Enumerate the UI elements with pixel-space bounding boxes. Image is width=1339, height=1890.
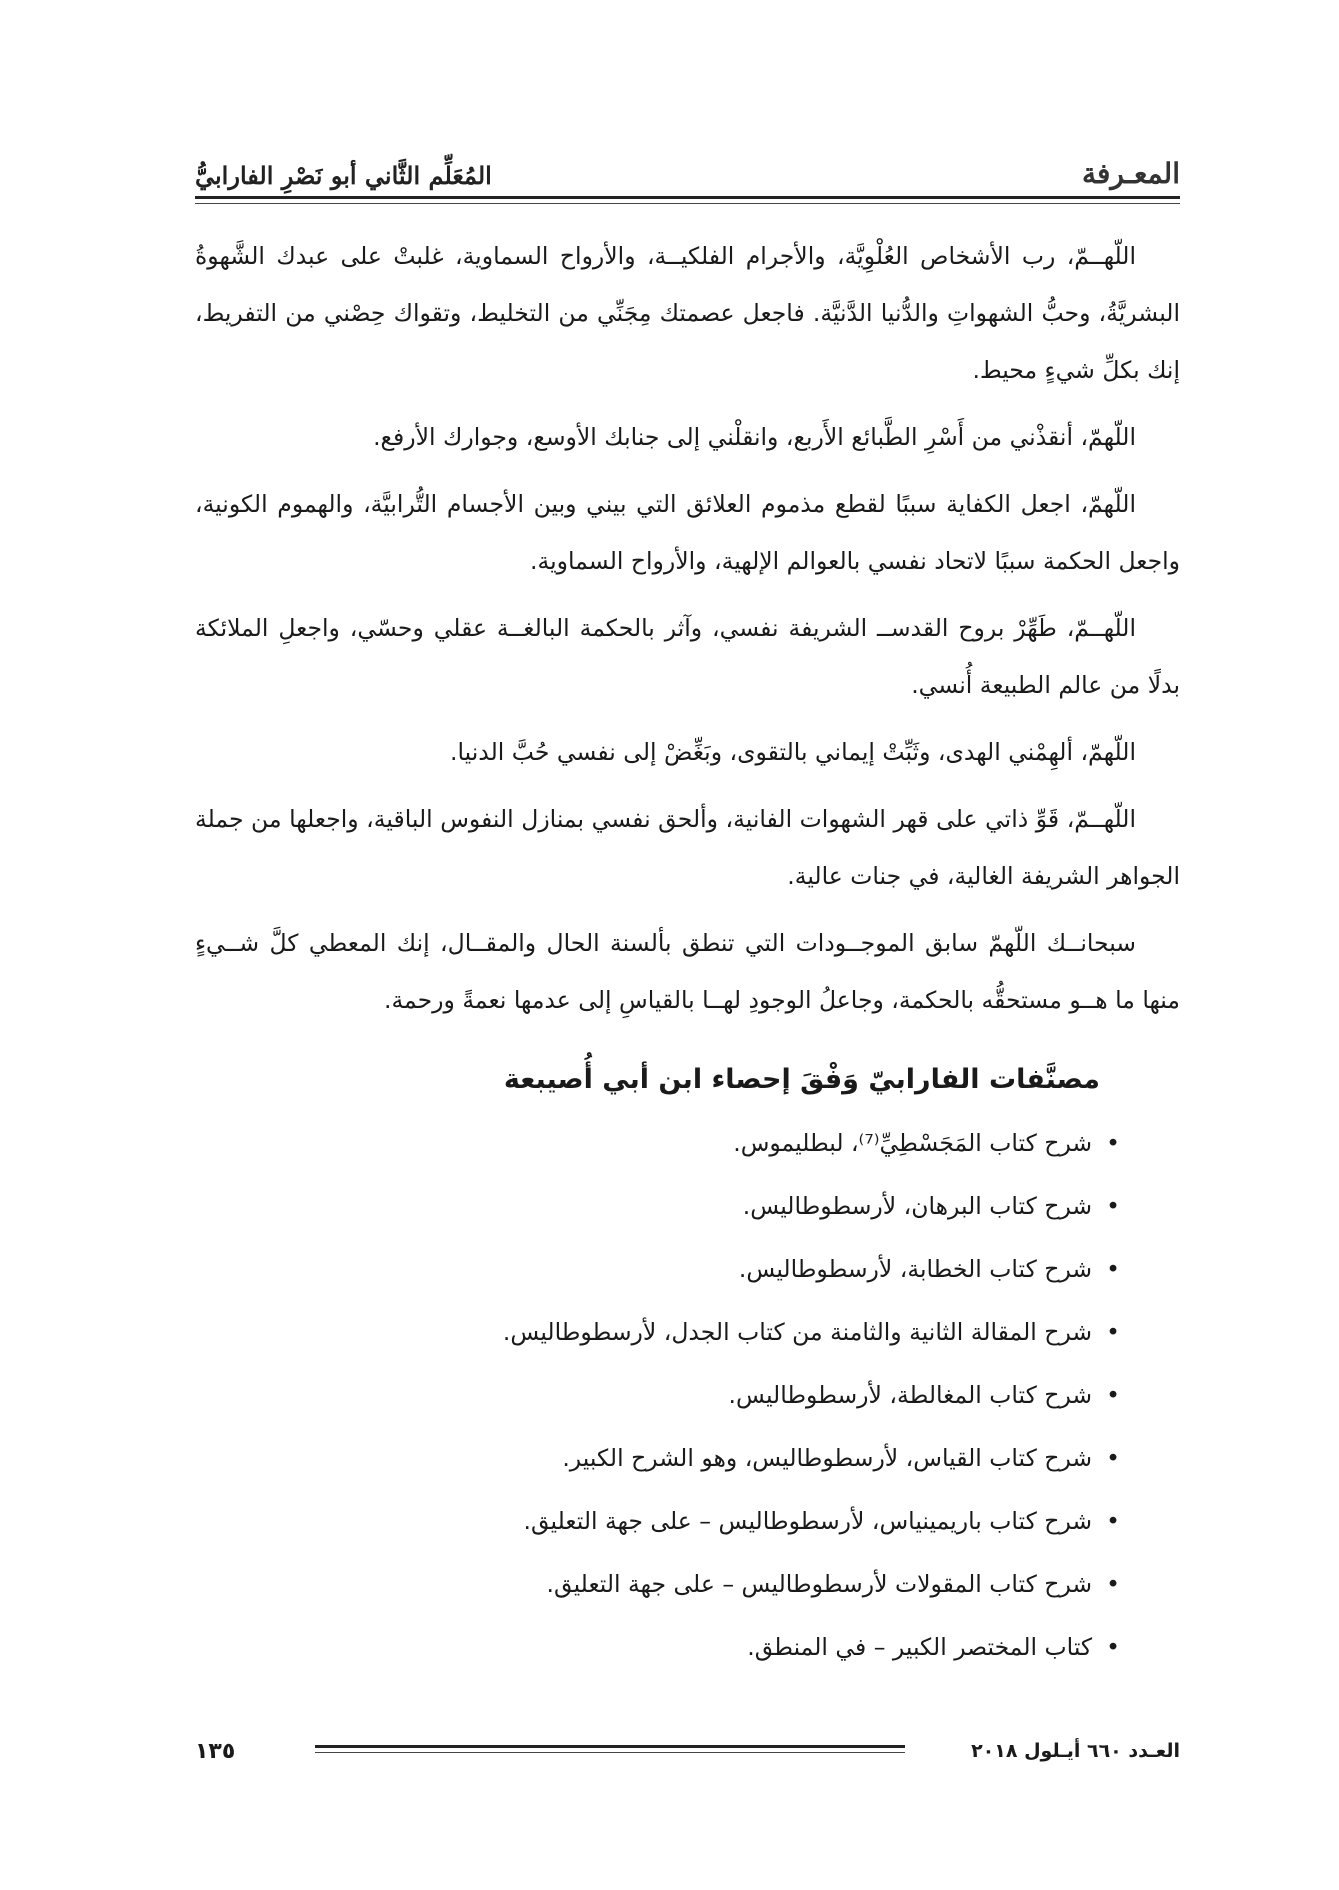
list-item: • شرح كتاب المغالطة، لأرسطوطاليس. — [195, 1364, 1120, 1427]
list-item: • شرح كتاب الخطابة، لأرسطوطاليس. — [195, 1238, 1120, 1301]
header-rule — [195, 196, 1180, 199]
list-item: • شرح كتاب باريمينياس، لأرسطوطاليس – على جهة التعليق. — [195, 1490, 1120, 1553]
page-header — [195, 128, 1180, 190]
page-number: ١٣٥ — [195, 1738, 236, 1764]
paragraph: اللّهمّ، اجعل الكفاية سببًا لقطع مذموم العلائق التي بيني وبين الأجسام التُّرابيَّة، والهموم الكونية، واجعل الحكمة سببًا لاتحاد نفسي بالعوالم الإلهية، والأرواح السماوية. — [195, 490, 1180, 575]
page-footer — [195, 1735, 1180, 1767]
running-title: المُعَلِّم الثَّاني أبو نَصْرِ الفارابيُّ — [195, 161, 492, 190]
article-body — [195, 228, 1180, 1679]
paragraph: اللّهــمّ، قَوِّ ذاتي على قهر الشهوات الفانية، وألحق نفسي بمنازل النفوس الباقية، واجعلها من جملة الجواهر الشريفة الغالية، في جنات عالية. — [195, 805, 1180, 890]
paragraph: اللّهــمّ، رب الأشخاص العُلْوِيَّة، والأجرام الفلكيــة، والأرواح السماوية، غلبتْ على عبدك الشَّهوةُ البشريَّةُ، وحبُّ الشهواتِ والدُّنيا الدَّنيَّة. فاجعل عصمتك مِجَنِّي من التخليط، وتقواك حِصْني من التفريط، إنك بكلِّ شيءٍ محيط. — [195, 242, 1180, 384]
list-item: • شرح كتاب القياس، لأرسطوطاليس، وهو الشرح الكبير. — [195, 1427, 1120, 1490]
works-list — [195, 1112, 1180, 1679]
list-item: • شرح كتاب البرهان، لأرسطوطاليس. — [195, 1175, 1120, 1238]
footer-rule — [315, 1745, 905, 1753]
list-item: • كتاب المختصر الكبير – في المنطق. — [195, 1616, 1120, 1679]
header-rule-thin — [195, 203, 1180, 204]
paragraph: سبحانــك اللّهمّ سابق الموجــودات التي تنطق بألسنة الحال والمقــال، إنك المعطي كلَّ شــيءٍ منها ما هــو مستحقُّه بالحكمة، وجاعلُ الوجودِ لهــا بالقياسِ إلى عدمها نعمةً ورحمة. — [195, 929, 1180, 1014]
journal-name: المعـرفة — [1081, 157, 1180, 190]
list-item: • شرح المقالة الثانية والثامنة من كتاب الجدل، لأرسطوطاليس. — [195, 1301, 1120, 1364]
paragraph: اللّهمّ، أنقذْني من أَسْرِ الطَّبائع الأَربع، وانقلْني إلى جنابك الأوسع، وجوارك الأرفع. — [373, 423, 1136, 451]
list-item: • شرح كتاب المَجَسْطِيِّ⁽⁷⁾، لبطليموس. — [195, 1112, 1120, 1175]
paragraph: اللّهمّ، ألهِمْني الهدى، وثَبِّتْ إيماني بالتقوى، وبَغِّضْ إلى نفسي حُبَّ الدنيا. — [450, 738, 1136, 766]
section-title: مصنَّفات الفارابيّ وَفْقَ إحصاء ابن أبي أُصيبعة — [503, 1064, 1100, 1095]
issue-info: العـدد ٦٦٠ أيـلول ٢٠١٨ — [971, 1740, 1180, 1762]
list-item: • شرح كتاب المقولات لأرسطوطاليس – على جهة التعليق. — [195, 1553, 1120, 1616]
paragraph: اللّهــمّ، طَهِّرْ بروح القدســ الشريفة نفسي، وآثر بالحكمة البالغــة عقلي وحسّي، واجعلِ الملائكة بدلًا من عالم الطبيعة أُنسي. — [195, 614, 1180, 699]
